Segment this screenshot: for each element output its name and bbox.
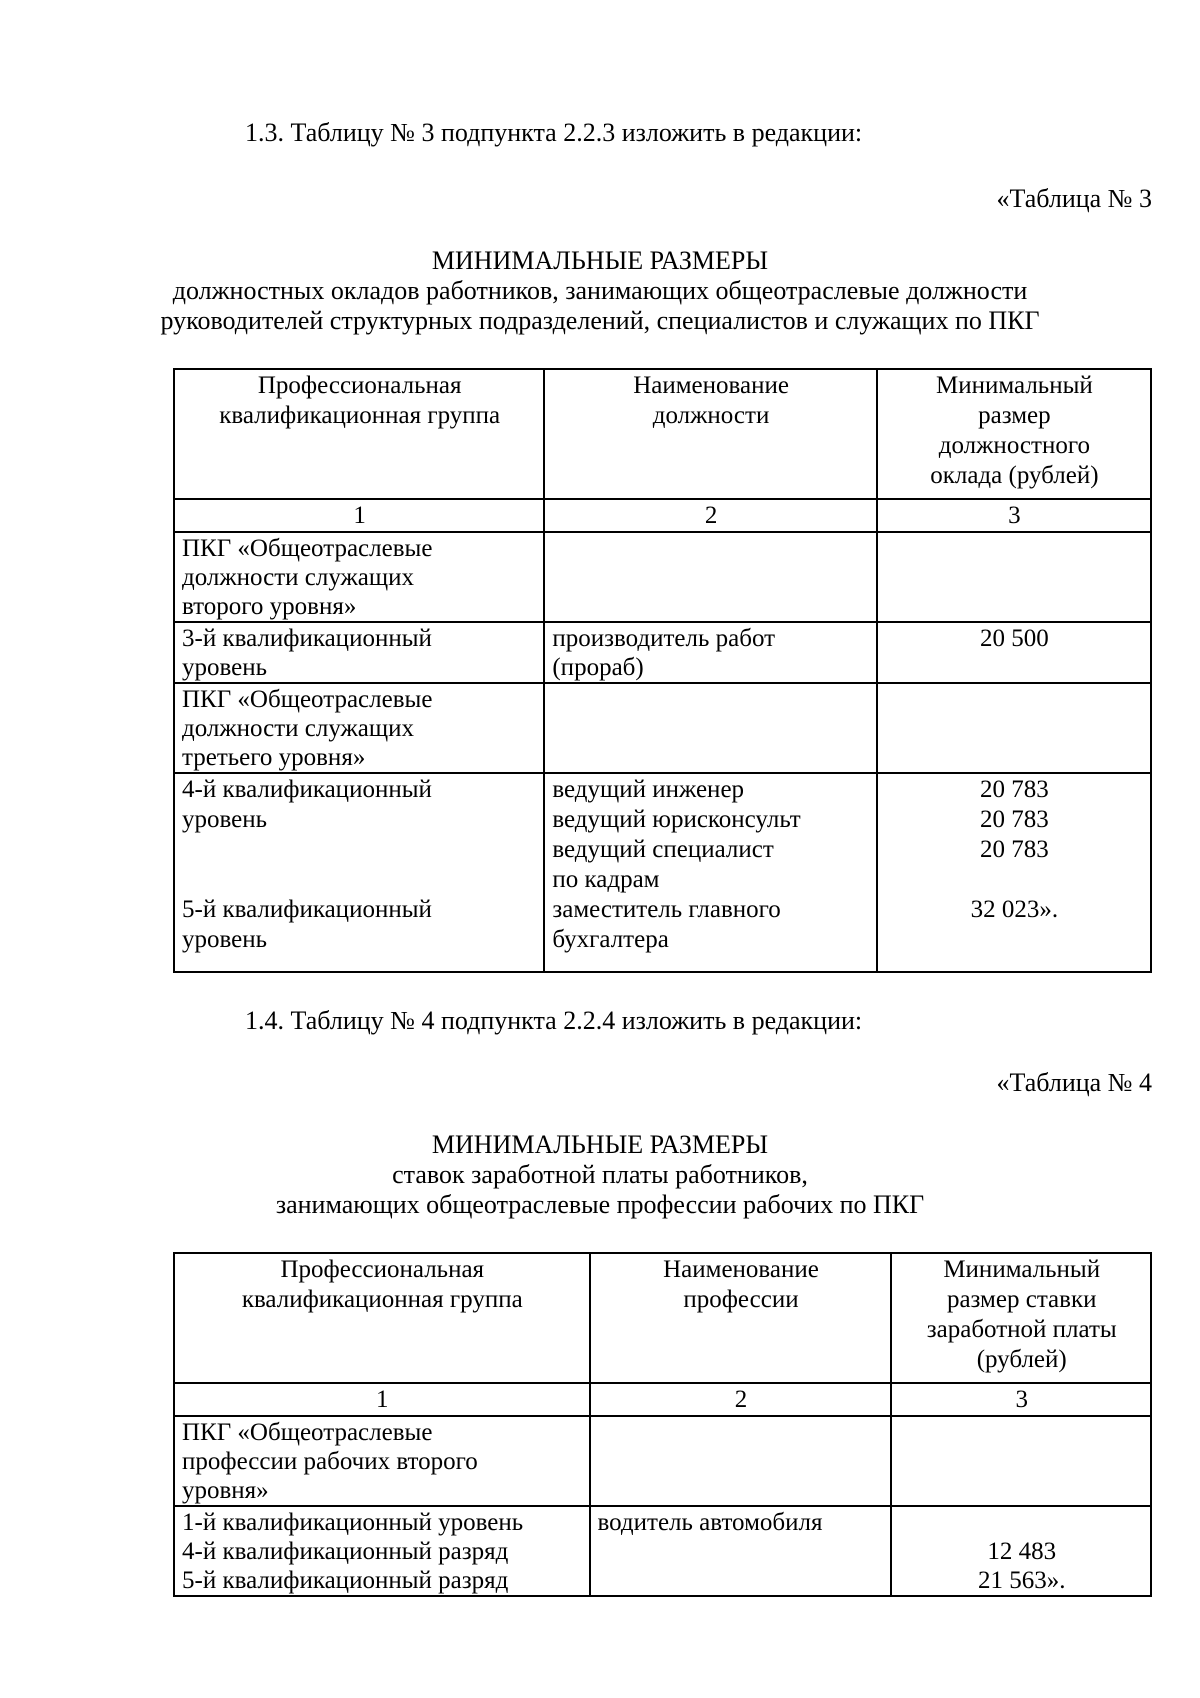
table3-subtitle-line1: должностных окладов работников, занимающих общеотраслевые должности: [172, 276, 1028, 305]
table4-header-profession: Наименование профессии: [590, 1253, 892, 1383]
table4-col-num-1: 1: [174, 1383, 590, 1416]
table3-pkg2-cell: ПКГ «Общеотраслевые должности служащих второго уровня»: [174, 532, 544, 622]
table-row: [174, 622, 1151, 683]
table-row: [174, 532, 1151, 622]
table4-header-group: Профессиональная квалификационная группа: [174, 1253, 590, 1383]
table3-level4-5-cell: 4-й квалификационный уровень 5-й квалификационный уровень: [174, 773, 544, 972]
table3-header-salary: Минимальный размер должностного оклада (рублей): [877, 369, 1151, 499]
table-row: [174, 683, 1151, 773]
table-3: [173, 368, 1152, 973]
table4-level1-profession: водитель автомобиля: [590, 1506, 892, 1596]
table3-col-num-3: 3: [877, 499, 1151, 532]
table3-title: МИНИМАЛЬНЫЕ РАЗМЕРЫ: [431, 246, 769, 275]
table-4: [173, 1252, 1152, 1597]
table3-level4-5-values: 20 783 20 783 20 783 32 023».: [877, 773, 1151, 972]
section-1-4-text: 1.4. Таблицу № 4 подпункта 2.2.4 изложить в редакции:: [245, 1006, 863, 1035]
table4-subtitle-line1: ставок заработной платы работников,: [392, 1160, 808, 1189]
table3-header-row: [174, 369, 1151, 499]
table3-level3-value: 20 500: [877, 622, 1151, 683]
table3-label: «Таблица № 3: [996, 184, 1152, 213]
table-row: [174, 1416, 1151, 1506]
table4-level1-values: 12 483 21 563».: [891, 1506, 1151, 1596]
table4-col-num-3: 3: [891, 1383, 1151, 1416]
table3-col-num-1: 1: [174, 499, 544, 532]
table4-pkg-cell: ПКГ «Общеотраслевые профессии рабочих второго уровня»: [174, 1416, 590, 1506]
table3-subtitle-line2: руководителей структурных подразделений, специалистов и служащих по ПКГ: [160, 306, 1040, 335]
table4-label: «Таблица № 4: [996, 1068, 1152, 1097]
section-1-3-text: 1.3. Таблицу № 3 подпункта 2.2.3 изложить в редакции:: [245, 118, 863, 147]
table3-level4-5-positions: ведущий инженер ведущий юрисконсульт ведущий специалист по кадрам заместитель главного бухгалтера: [544, 773, 876, 972]
table-row: [174, 773, 1151, 972]
table4-number-row: [174, 1383, 1151, 1416]
table3-pkg3-cell: ПКГ «Общеотраслевые должности служащих третьего уровня»: [174, 683, 544, 773]
table3-level3-position: производитель работ (прораб): [544, 622, 876, 683]
table4-title: МИНИМАЛЬНЫЕ РАЗМЕРЫ: [431, 1130, 769, 1159]
table4-header-rate: Минимальный размер ставки заработной платы (рублей): [891, 1253, 1151, 1383]
table3-col-num-2: 2: [544, 499, 876, 532]
table4-col-num-2: 2: [590, 1383, 892, 1416]
table3-level3-cell: 3-й квалификационный уровень: [174, 622, 544, 683]
table3-header-group: Профессиональная квалификационная группа: [174, 369, 544, 499]
table-row: [174, 1506, 1151, 1596]
table4-header-row: [174, 1253, 1151, 1383]
table3-number-row: [174, 499, 1151, 532]
table3-header-position: Наименование должности: [544, 369, 876, 499]
table4-level1-cell: 1-й квалификационный уровень 4-й квалификационный разряд 5-й квалификационный разряд: [174, 1506, 590, 1596]
table4-subtitle-line2: занимающих общеотраслевые профессии рабочих по ПКГ: [275, 1190, 925, 1219]
